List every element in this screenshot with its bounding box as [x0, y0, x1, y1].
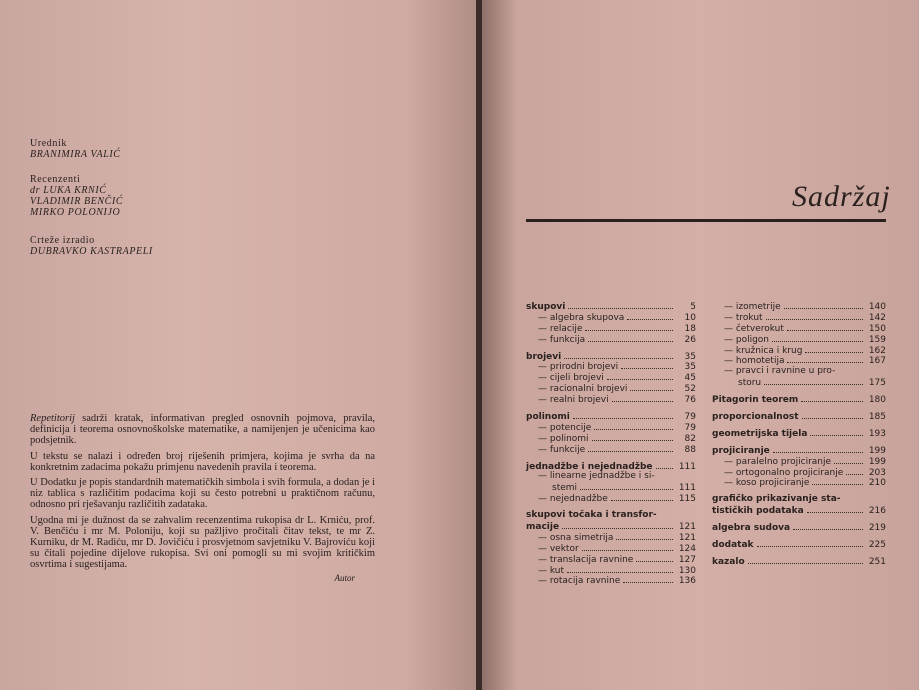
preface-paragraph: U Dodatku je popis standardnih matematičkih simbola i svih formula, a dodan je i niz tablica s različitim podacima koji su često potrebni u praktičnom računu, odnosno pri rješavanju različitih zadataka. [30, 477, 375, 511]
toc-leader-dots [764, 376, 863, 385]
toc-entry-page: 45 [684, 373, 696, 384]
toc-entry [712, 344, 886, 355]
toc-entry [526, 300, 696, 311]
toc-entry-label: skupovi točaka i transfor- [526, 510, 657, 521]
toc-entry-label: tističkih podataka [712, 506, 804, 517]
toc-leader-dots [623, 574, 673, 583]
toc-entry-page: 159 [868, 334, 886, 345]
toc-entry-page: 82 [684, 433, 696, 444]
toc-entry-label: dodatak [712, 540, 754, 551]
toc-entry-page: 167 [868, 356, 886, 367]
toc-entry-page: 199 [868, 445, 886, 456]
toc-entry [526, 492, 696, 503]
toc-entry-page: 18 [684, 323, 696, 334]
toc-entry [526, 531, 696, 542]
toc-leader-dots [616, 531, 673, 540]
toc-entry-page: 111 [678, 483, 696, 494]
preface-emphasis: Repetitorij [30, 413, 75, 424]
toc-entry-page: 203 [868, 467, 886, 478]
preface-paragraph [30, 413, 375, 447]
toc-entry [712, 476, 886, 487]
toc-entry-label: — trokut [724, 312, 763, 323]
toc-entry [526, 564, 696, 575]
toc-entry [526, 350, 696, 361]
toc-entry-page: 88 [684, 444, 696, 455]
credit-role: Crteže izradio [30, 235, 95, 246]
toc-entry-page: 130 [678, 565, 696, 576]
toc-entry [526, 509, 696, 520]
toc-entry [526, 333, 696, 344]
toc-entry-page: 26 [684, 334, 696, 345]
toc-entry-page: 79 [684, 412, 696, 423]
toc-entry [712, 504, 886, 515]
toc-entry-page: 121 [678, 532, 696, 543]
toc-entry [526, 360, 696, 371]
toc-leader-dots [773, 444, 863, 453]
toc-entry [526, 443, 696, 454]
preface-text: sadrži kratak, informativan pregled osnovnih pojmova, pravila, definicija i teorema osnovnoškolske matematike, a namijenjen je učenicima kao podsjetnik. [30, 413, 375, 447]
toc-entry [712, 493, 886, 504]
toc-leader-dots [787, 354, 863, 363]
toc-entry-page: 115 [678, 494, 696, 505]
toc-leader-dots [838, 365, 863, 373]
toc-entry [712, 393, 886, 404]
toc-entry-page: 52 [684, 384, 696, 395]
toc-entry-label: — četverokut [724, 323, 784, 334]
toc-entry-label: stemi [552, 483, 578, 494]
toc-entry-label: — potencije [538, 422, 592, 433]
toc-entry-page: 251 [868, 556, 886, 567]
toc-entry-label: — paralelno projiciranje [724, 456, 832, 467]
toc-leader-dots [807, 504, 863, 513]
toc-entry-label: skupovi [526, 302, 566, 312]
toc-leader-dots [793, 521, 863, 530]
toc-leader-dots [592, 432, 673, 441]
toc-entry-label: algebra sudova [712, 523, 791, 534]
toc-entry [526, 553, 696, 564]
toc-entry-page: 216 [868, 506, 886, 517]
toc-entry [526, 382, 696, 393]
toc-entry [712, 365, 886, 376]
toc-entry-label: — funkcija [538, 334, 586, 345]
toc-leader-dots [766, 311, 863, 320]
toc-entry [712, 466, 886, 477]
toc-entry-page: 111 [678, 461, 696, 472]
toc-entry-label: — relacije [538, 323, 583, 334]
toc-entry-page: 140 [868, 302, 886, 312]
toc-entry-page: 10 [684, 312, 696, 323]
toc-entry-page: 76 [684, 395, 696, 406]
toc-leader-dots [660, 509, 673, 517]
toc-entry-page: 225 [868, 540, 886, 551]
toc-entry [526, 421, 696, 432]
toc-entry-label: — vektor [538, 543, 579, 554]
toc-entry [712, 376, 886, 387]
credit-role: Recenzenti [30, 174, 81, 185]
toc-entry [712, 300, 886, 311]
toc-entry-page: 210 [868, 478, 886, 489]
toc-leader-dots [580, 481, 673, 490]
toc-entry-label: projiciranje [712, 445, 770, 456]
toc-leader-dots [810, 427, 863, 436]
toc-left-column [526, 300, 696, 585]
toc-leader-dots [611, 492, 673, 501]
toc-leader-dots [627, 311, 673, 320]
toc-entry-page: 150 [868, 323, 886, 334]
toc-entry-label: polinomi [526, 412, 570, 423]
toc-entry [712, 538, 886, 549]
toc-entry-label: jednadžbe i nejednadžbe [526, 461, 653, 472]
toc-right-column [712, 300, 886, 566]
toc-leader-dots [585, 322, 673, 331]
credit-block [30, 174, 123, 218]
toc-entry-page: 35 [684, 362, 696, 373]
preface-paragraph: Ugodna mi je dužnost da se zahvalim recenzentima rukopisa dr L. Krniću, prof. V. Benčiću i mr M. Poloniju, koji su pažljivo pročitali čitav tekst, te mr Z. Kurniku, dr M. Radiću, mr D. Jovičiću i prosvjetnom savjetniku V. Bajroviću koji su čitali pojedine dijelove rukopisa. Svi oni pomogli su mi svojim kritičkim osvrtima i sugestijama. [30, 514, 375, 571]
toc-leader-dots [621, 360, 673, 369]
toc-leader-dots [568, 300, 673, 309]
credit-name: BRANIMIRA VALIĆ [30, 149, 121, 160]
toc-leader-dots [801, 393, 863, 402]
toc-rule [526, 219, 886, 222]
toc-leader-dots [846, 466, 863, 475]
toc-entry-label: — homotetija [724, 356, 785, 367]
toc-leader-dots [658, 470, 673, 478]
toc-entry-label: — funkcije [538, 444, 586, 455]
toc-entry-label: — osna simetrija [538, 532, 614, 543]
toc-entry [526, 371, 696, 382]
toc-entry-page: 185 [868, 412, 886, 423]
toc-entry [526, 470, 696, 481]
toc-entry-label: — cijeli brojevi [538, 373, 604, 384]
toc-leader-dots [748, 555, 863, 564]
toc-entry-page: 162 [868, 345, 886, 356]
toc-leader-dots [562, 520, 673, 529]
toc-entry [712, 333, 886, 344]
credit-name: MIRKO POLONIJO [30, 207, 121, 218]
toc-entry-label: — kut [538, 565, 565, 576]
toc-leader-dots [594, 421, 673, 430]
toc-entry-label: — koso projiciranje [724, 478, 810, 489]
credit-role: Urednik [30, 138, 67, 149]
toc-title: Sadržaj [792, 180, 891, 213]
toc-entry-label: brojevi [526, 351, 562, 362]
toc-entry-label: — kružnica i krug [724, 345, 803, 356]
preface-author: Autor [334, 572, 355, 583]
toc-entry-page: 180 [868, 395, 886, 406]
toc-entry [712, 521, 886, 532]
toc-leader-dots [630, 382, 673, 391]
toc-entry [712, 455, 886, 466]
toc-leader-dots [656, 460, 673, 469]
toc-leader-dots [784, 300, 863, 309]
toc-leader-dots [805, 344, 863, 353]
toc-entry [526, 520, 696, 531]
toc-entry [712, 410, 886, 421]
toc-entry [526, 432, 696, 443]
toc-entry-page: 35 [684, 351, 696, 362]
toc-entry-page: 79 [684, 422, 696, 433]
toc-leader-dots [844, 493, 863, 501]
toc-entry-label: geometrijska tijela [712, 428, 808, 439]
toc-entry [712, 322, 886, 333]
toc-entry-page: 219 [868, 523, 886, 534]
toc-entry-label: — ortogonalno projiciranje [724, 467, 844, 478]
toc-entry-label: — izometrije [724, 302, 781, 312]
toc-leader-dots [787, 322, 863, 331]
preface [30, 413, 375, 584]
toc-entry [712, 444, 886, 455]
toc-leader-dots [772, 333, 863, 342]
toc-entry-label: — racionalni brojevi [538, 384, 628, 395]
toc-leader-dots [582, 542, 673, 551]
toc-entry-page: 142 [868, 312, 886, 323]
toc-leader-dots [607, 371, 673, 380]
toc-entry [526, 574, 696, 585]
toc-entry [526, 460, 696, 471]
credit-block [30, 235, 153, 257]
toc-entry-label: grafičko prikazivanje sta- [712, 494, 841, 505]
toc-leader-dots [573, 410, 673, 419]
toc-leader-dots [588, 333, 673, 342]
toc-leader-dots [834, 455, 863, 464]
toc-entry [712, 427, 886, 438]
toc-entry [526, 481, 696, 492]
credit-name: VLADIMIR BENČIĆ [30, 196, 124, 207]
toc-entry [526, 393, 696, 404]
toc-entry-page: 127 [678, 554, 696, 565]
toc-leader-dots [636, 553, 673, 562]
toc-entry-label: Pitagorin teorem [712, 395, 799, 406]
toc-entry-label: storu [738, 378, 762, 389]
toc-entry-page: 136 [678, 576, 696, 587]
toc-entry-page: 193 [868, 428, 886, 439]
toc-entry-page: 121 [678, 522, 696, 533]
credit-block [30, 138, 121, 160]
credit-name: DUBRAVKO KASTRAPELI [30, 246, 153, 257]
toc-leader-dots [757, 538, 863, 547]
toc-entry-label: — realni brojevi [538, 395, 609, 406]
toc-entry-label: proporcionalnost [712, 412, 799, 423]
toc-entry [712, 354, 886, 365]
toc-entry [526, 410, 696, 421]
toc-entry-label: — rotacija ravnine [538, 576, 621, 587]
toc-entry-page: 175 [868, 378, 886, 389]
toc-entry [712, 555, 886, 566]
toc-leader-dots [612, 393, 673, 402]
toc-entry-label: — pravci i ravnine u pro- [724, 366, 836, 377]
toc-leader-dots [812, 476, 863, 485]
toc-leader-dots [564, 350, 673, 359]
toc-entry-label: — nejednadžbe [538, 494, 608, 505]
toc-entry-label: kazalo [712, 556, 745, 567]
toc-entry-label: — prirodni brojevi [538, 362, 619, 373]
toc-entry-label: — linearne jednadžbe i si- [538, 471, 655, 482]
toc-leader-dots [567, 564, 673, 573]
toc-entry-page: 124 [678, 543, 696, 554]
toc-leader-dots [802, 410, 863, 419]
toc-entry-page: 199 [868, 456, 886, 467]
toc-leader-dots [588, 443, 673, 452]
toc-entry-label: — poligon [724, 334, 770, 345]
toc-entry [526, 322, 696, 333]
toc-entry [526, 311, 696, 322]
preface-paragraph: U tekstu se nalazi i određen broj riješenih primjera, kojima je svrha da na konkretnim zadacima pokažu primjenu navedenih pravila i teorema. [30, 450, 375, 473]
toc-entry-label: — translacija ravnine [538, 554, 634, 565]
toc-entry-label: macije [526, 522, 560, 533]
toc-entry-label: — polinomi [538, 433, 589, 444]
toc-entry [526, 542, 696, 553]
credit-name: dr LUKA KRNIĆ [30, 185, 107, 196]
toc-entry [712, 311, 886, 322]
toc-entry-label: — algebra skupova [538, 312, 625, 323]
toc-entry-page: 5 [690, 302, 696, 312]
